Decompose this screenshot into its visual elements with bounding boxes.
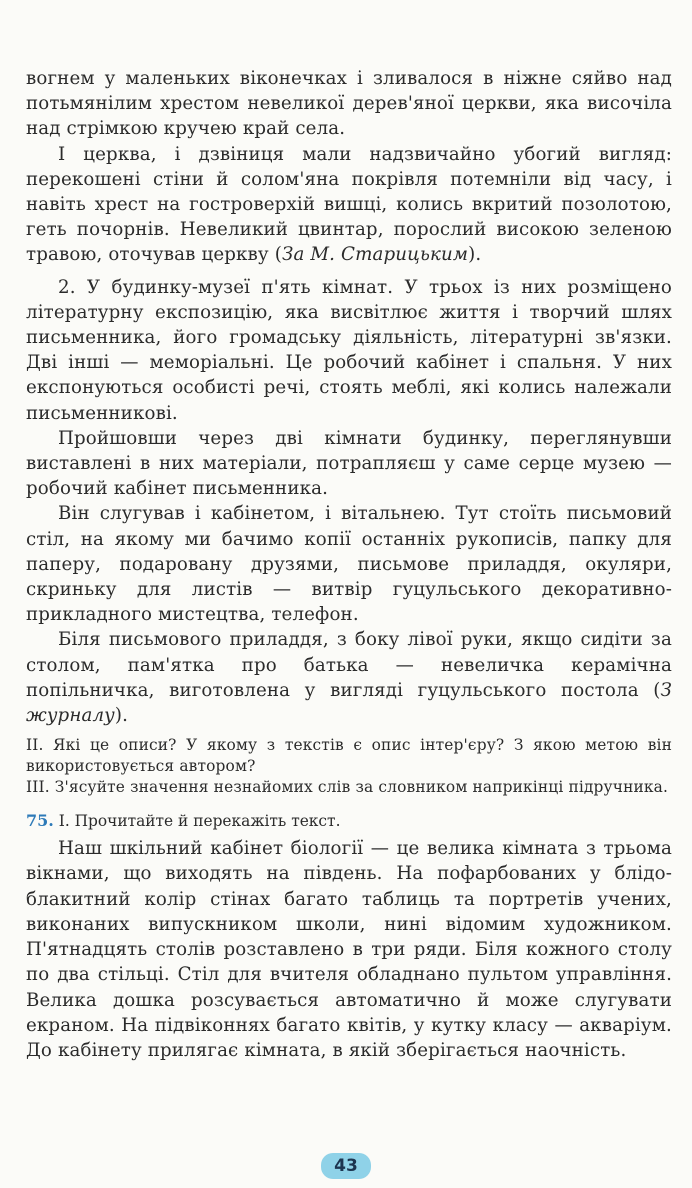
- text2-paragraph-3: Він слугував і кабінетом, і вітальнею. Тут стоїть письмовий стіл, на якому ми бачимо копії останніх рукописів, папку для паперу, подаровану друзями, письмове приладдя, окуляри, скриньку для листів — витвір гуцульського декоративно-прикладного мистецтва, телефон.: [26, 503, 672, 626]
- exercise-text: Наш шкільний кабінет біології — це велика кімната з трьома вікнами, що виходять на південь. На пофарбованих у блідо-блакитний колір стінах багато таблиць та портретів учених, виконаних випускником школи, нині відомим художником. П'ятнадцять столів розставлено в три ряди. Біля кожного столу по два стільці. Стіл для вчителя обладнано пультом управління. Велика дошка розсувається автоматично й може слугувати екраном. На підвіконнях багато квітів, у кутку класу — акваріум. До кабінету прилягає кімната, в якій зберігається наочність.: [26, 838, 672, 1061]
- text2-paragraph-4-body: Біля письмового приладдя, з боку лівої руки, якщо сидіти за столом, пам'ятка про батька — невеличка керамічна попільничка, виготовлена у вигляді гуцульського постола (: [26, 629, 672, 701]
- text1-paragraph-2-body: І церква, і дзвіниця мали надзвичайно убогий вигляд: перекошені стіни й солом'яна покрівля потемніли від часу, і навіть хрест на гостроверхій вишці, колись вкритий позолотою, геть почорнів. Невеликий цвинтар, порослий високою зеленою травою, оточував церкву (: [26, 143, 672, 266]
- text1-paragraph-2-end: ).: [468, 244, 482, 266]
- text2-source: З журналу: [26, 679, 672, 727]
- text2-paragraph-4: [26, 627, 672, 728]
- text1-paragraph-1: вогнем у маленьких віконечках і зливалося в ніжне сяйво над потьмянілим хрестом невеликої дерев'яної церкви, яка височіла над стрімкою кручею край села.: [26, 68, 672, 140]
- text2-paragraph-4-end: ).: [114, 705, 129, 727]
- task-2: II. Які це описи? У якому з текстів є опис інтер'єру? З якою метою він використовується автором?: [26, 736, 672, 776]
- exercise-instruction: І. Прочитайте й перекажіть текст.: [58, 812, 341, 831]
- page-number: 43: [321, 1153, 371, 1179]
- exercise-number: 75.: [26, 811, 54, 831]
- text2-paragraph-2: Пройшовши через дві кімнати будинку, переглянувши виставлені в них матеріали, потрапляєш у саме серце музею — робочий кабінет письменника.: [26, 427, 672, 500]
- exercise-heading: [26, 810, 672, 832]
- page-content: [26, 66, 672, 1063]
- text1-source: За М. Старицьким: [281, 244, 469, 266]
- text2-paragraph-1: 2. У будинку-музеї п'ять кімнат. У трьох із них розміщено літературну експозицію, яка висвітлює життя і творчий шлях письменника, його громадську діяльність, літературні зв'язки. Дві інші — меморіальні. Це робочий кабінет і спальня. У них експонуються особисті речі, стоять меблі, які колись належали письменникові.: [26, 276, 672, 424]
- task-3: III. З'ясуйте значення незнайомих слів за словником наприкінці підручника.: [26, 778, 669, 797]
- text1-paragraph-2: [26, 142, 672, 268]
